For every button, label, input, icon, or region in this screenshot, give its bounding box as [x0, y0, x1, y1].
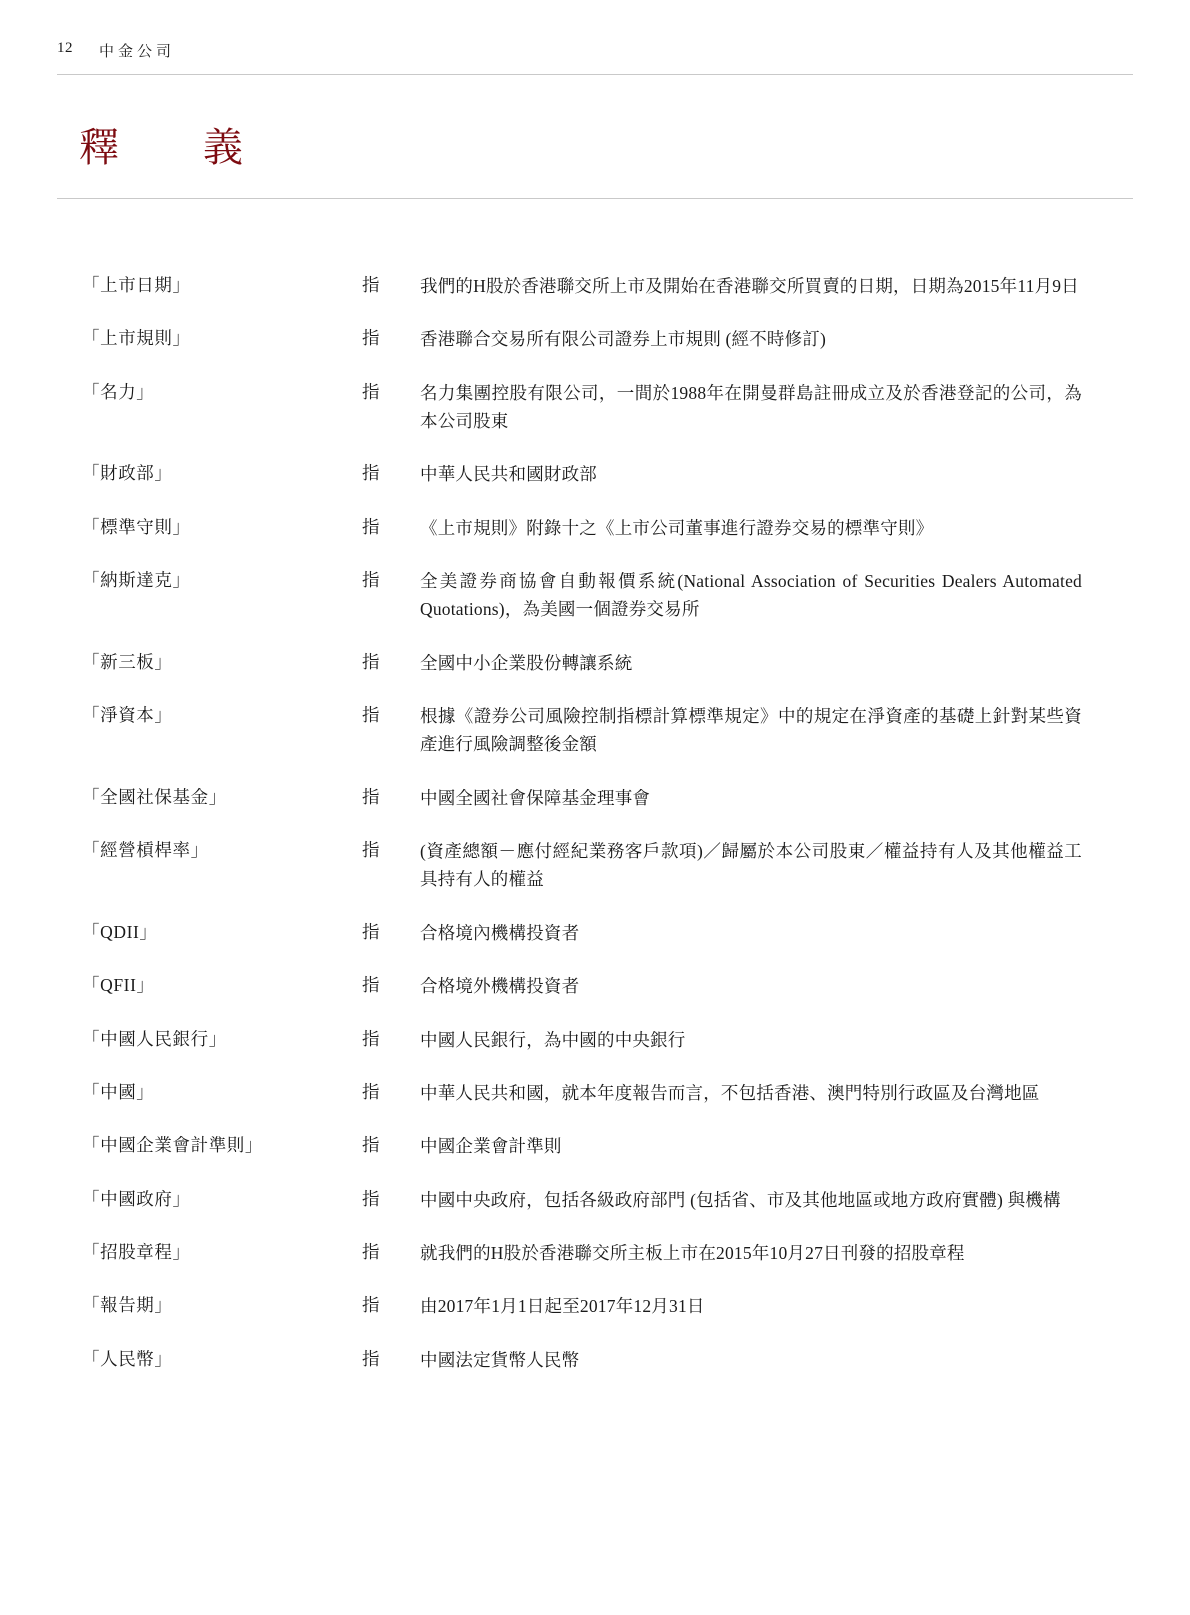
definition-row [82, 1292, 1082, 1320]
definition-term: 「中國」 [82, 1081, 155, 1102]
definition-connector: 指 [362, 840, 380, 861]
definition-connector: 指 [362, 1348, 380, 1369]
definition-connector: 指 [362, 975, 380, 996]
definition-row [82, 837, 1082, 894]
definition-row [82, 972, 1082, 1000]
definition-description: 名力集團控股有限公司，一間於1988年在開曼群島註冊成立及於香港登記的公司，為本公司股東 [420, 382, 1082, 432]
running-header [57, 40, 1133, 75]
definition-term: 「財政部」 [82, 463, 173, 484]
definition-term: 「名力」 [82, 381, 155, 402]
definition-row [82, 1186, 1082, 1214]
definition-row [82, 1346, 1082, 1374]
section-title-block [57, 124, 1133, 199]
definition-connector: 指 [362, 651, 380, 672]
definition-row [82, 784, 1082, 812]
definition-connector: 指 [362, 921, 380, 942]
definition-term: 「報告期」 [82, 1295, 173, 1316]
definition-description: 就我們的H股於香港聯交所主板上市在2015年10月27日刊發的招股章程 [420, 1242, 965, 1263]
definition-term: 「新三板」 [82, 651, 173, 672]
definition-row [82, 1079, 1082, 1107]
definition-connector: 指 [362, 381, 380, 402]
definition-row [82, 1239, 1082, 1267]
definition-term: 「上市日期」 [82, 275, 191, 295]
definition-description: 《上市規則》附錄十之《上市公司董事進行證券交易的標準守則》 [420, 517, 934, 538]
definition-term: 「中國企業會計準則」 [82, 1135, 263, 1156]
definition-term: 「招股章程」 [82, 1241, 191, 1262]
header-company-name: 中金公司 [99, 44, 176, 60]
definition-term: 「納斯達克」 [82, 570, 191, 591]
definition-term: 「標準守則」 [82, 516, 191, 537]
definition-connector: 指 [362, 463, 380, 484]
definition-description: 根據《證券公司風險控制指標計算標準規定》中的規定在淨資產的基礎上針對某些資產進行風險調整後金額 [420, 706, 1082, 755]
definition-row [82, 919, 1082, 947]
definition-term: 「上市規則」 [82, 328, 191, 349]
definition-term: 「QFII」 [82, 975, 155, 996]
definition-description: 中華人民共和國，就本年度報告而言，不包括香港、澳門特別行政區及台灣地區 [420, 1082, 1040, 1103]
definition-connector: 指 [362, 705, 380, 726]
definitions-list [82, 272, 1082, 1399]
definition-row [82, 514, 1082, 542]
definition-connector: 指 [362, 1028, 380, 1049]
definition-description: 中國中央政府，包括各級政府部門 (包括省、市及其他地區或地方政府實體) 與機構 [420, 1189, 1061, 1210]
definition-description: 中國法定貨幣人民幣 [420, 1349, 580, 1370]
definition-connector: 指 [362, 1081, 380, 1102]
definition-term: 「全國社保基金」 [82, 786, 227, 807]
definition-connector: 指 [362, 1295, 380, 1316]
definition-connector: 指 [362, 786, 380, 807]
definition-term: 「中國人民銀行」 [82, 1028, 227, 1049]
definition-description: 中華人民共和國財政部 [420, 464, 597, 485]
definition-description: 香港聯合交易所有限公司證券上市規則 (經不時修訂) [420, 329, 827, 350]
page-number: 12 [57, 40, 73, 56]
definition-row [82, 649, 1082, 677]
definition-term: 「人民幣」 [82, 1348, 173, 1369]
definition-description: (資產總額－應付經紀業務客戶款項)／歸屬於本公司股東／權益持有人及其他權益工具持有人的權益 [420, 841, 1082, 890]
definition-description: 合格境外機構投資者 [420, 976, 580, 997]
definition-connector: 指 [362, 1188, 380, 1209]
page-title: 釋 義 [79, 125, 265, 170]
definition-connector: 指 [362, 1135, 380, 1156]
definition-row [82, 702, 1082, 759]
definition-row [82, 272, 1082, 300]
definition-description: 全國中小企業股份轉讓系統 [420, 652, 633, 673]
definition-connector: 指 [362, 516, 380, 537]
definition-row [82, 1026, 1082, 1054]
definition-row [82, 379, 1082, 436]
definition-term: 「中國政府」 [82, 1188, 191, 1209]
definition-description: 中國企業會計準則 [420, 1136, 562, 1157]
definition-description: 我們的H股於香港聯交所上市及開始在香港聯交所買賣的日期，日期為2015年11月9日 [420, 276, 1079, 296]
definition-row [82, 460, 1082, 488]
definition-connector: 指 [362, 1241, 380, 1262]
definition-connector: 指 [362, 275, 380, 295]
definition-term: 「經營槓桿率」 [82, 840, 209, 861]
definition-connector: 指 [362, 570, 380, 591]
definition-row [82, 1132, 1082, 1160]
definition-row [82, 325, 1082, 353]
definition-connector: 指 [362, 328, 380, 349]
definition-description: 合格境內機構投資者 [420, 922, 580, 943]
definition-description: 中國人民銀行，為中國的中央銀行 [420, 1029, 686, 1050]
definition-description: 全美證券商協會自動報價系統(National Association of Securities Dealers Automated Quotations)，為美國一個證券交易所 [420, 571, 1082, 620]
definition-term: 「淨資本」 [82, 705, 173, 726]
definition-description: 中國全國社會保障基金理事會 [420, 787, 651, 808]
definition-term: 「QDII」 [82, 921, 158, 942]
definition-description: 由2017年1月1日起至2017年12月31日 [420, 1296, 705, 1317]
definition-row [82, 567, 1082, 624]
